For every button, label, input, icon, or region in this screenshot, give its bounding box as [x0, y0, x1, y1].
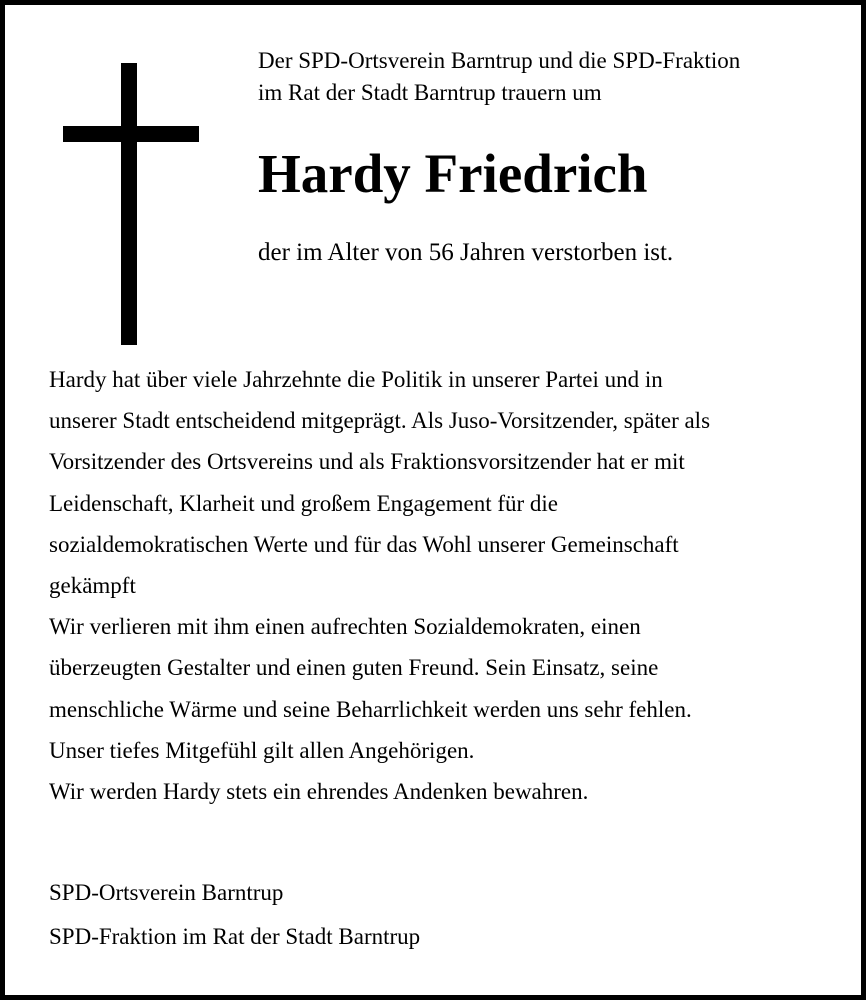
tribute-line: unserer Stadt entscheidend mitgeprägt. Als Juso-Vorsitzender, später als: [49, 408, 711, 434]
cross-vertical-beam: [121, 63, 137, 345]
intro-line: im Rat der Stadt Barntrup trauern um: [258, 80, 602, 105]
intro-line: Der SPD-Ortsverein Barntrup und die SPD-Fraktion: [258, 48, 741, 73]
cross-horizontal-beam: [63, 126, 199, 142]
tribute-line: Wir verlieren mit ihm einen aufrechten Sozialdemokraten, einen: [49, 614, 641, 640]
age-statement: der im Alter von 56 Jahren verstorben ist.: [258, 239, 674, 266]
tribute-line: Leidenschaft, Klarheit und großem Engagement für die: [49, 490, 559, 516]
tribute-line: Vorsitzender des Ortsvereins und als Fraktionsvorsitzender hat er mit: [49, 449, 685, 475]
intro-text: [258, 45, 740, 109]
signature-block: [49, 871, 420, 959]
signature-line: SPD-Fraktion im Rat der Stadt Barntrup: [49, 924, 421, 949]
tribute-line: menschliche Wärme und seine Beharrlichkeit werden uns sehr fehlen.: [49, 696, 692, 722]
tribute-line: Wir werden Hardy stets ein ehrendes Andenken bewahren.: [49, 779, 589, 805]
deceased-name: Hardy Friedrich: [258, 143, 648, 204]
tribute-text: [49, 359, 839, 812]
tribute-line: Unser tiefes Mitgefühl gilt allen Angehörigen.: [49, 737, 475, 763]
tribute-line: überzeugten Gestalter und einen guten Freund. Sein Einsatz, seine: [49, 655, 659, 681]
tribute-line: Hardy hat über viele Jahrzehnte die Politik in unserer Partei und in: [49, 367, 663, 392]
tribute-line: sozialdemokratischen Werte und für das Wohl unserer Gemeinschaft: [49, 531, 679, 557]
tribute-line: gekämpft: [49, 573, 136, 599]
signature-line: SPD-Ortsverein Barntrup: [49, 880, 284, 905]
